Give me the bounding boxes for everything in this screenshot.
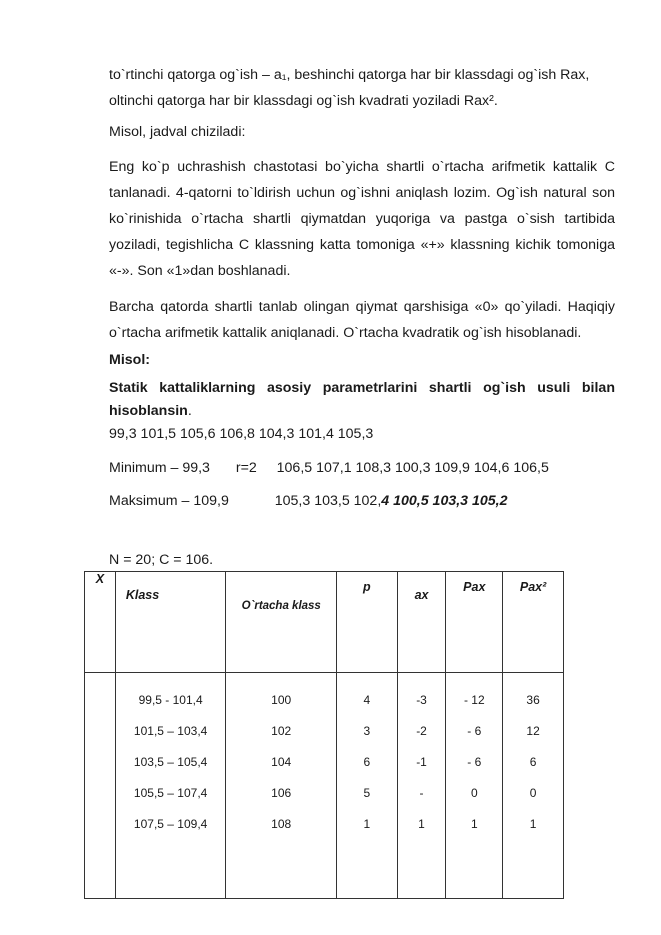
header-x: X (85, 572, 116, 673)
table-cell: 4 (363, 693, 371, 707)
table-cell: - (419, 786, 424, 800)
r-label: r=2 (235, 460, 257, 476)
minimum-line (109, 458, 549, 478)
table-cell: 107,5 – 109,4 (133, 817, 208, 831)
table-cell: 36 (526, 693, 540, 707)
table-cell: - 6 (467, 755, 482, 769)
table-cell: 6 (529, 755, 537, 769)
n-c-line: N = 20; C = 106. (109, 552, 214, 568)
table-cell: 104 (271, 755, 292, 769)
values-line: 99,3 101,5 105,6 106,8 104,3 101,4 105,3 (109, 426, 374, 442)
table-cell: 0 (470, 786, 478, 800)
col-ortacha (226, 673, 337, 899)
task-heading-bold: Statik kattaliklarning asosiy parametrlarini shartli og`ish usuli bilan hisoblansin (109, 380, 615, 419)
minimum-label: Minimum – 99,3 (109, 460, 210, 476)
example-label: Misol: (109, 352, 150, 368)
table-cell: -3 (416, 693, 427, 707)
header-ortacha: O`rtacha klass (226, 572, 337, 673)
paragraph-method: Eng ko`p uchrashish chastotasi bo`yicha shartli o`rtacha arifmetik kattalik C tanlanadi. 4-qatorni to`ldirish uchun og`ishni aniqlash lozim. Og`ish natural son ko`rinishida o`rtacha shartli qiymatdan yuqoriga va pastga o`sish tartibida yoziladi, tegishlicha C klassning katta tomoniga «+» klassning kichik tomoniga «-». Son «1»dan boshlanadi. (109, 159, 615, 279)
header-ax: ax (397, 572, 446, 673)
header-pax: Pax (446, 572, 503, 673)
col-klass (115, 673, 226, 899)
maximum-values-emphasis: 4 100,5 103,3 105,2 (381, 493, 508, 509)
table-cell: -1 (416, 755, 427, 769)
table-cell: 3 (363, 724, 371, 738)
table-cell: 102 (271, 724, 292, 738)
table-cell: 0 (529, 786, 537, 800)
intro-text: to`rtinchi qatorga og`ish – a₁, beshinchi qatorga har bir klassdagi og`ish Rax, oltinchi qatorga har bir klassdagi og`ish kvadrati yoziladi Rax². (109, 67, 590, 109)
maximum-line (109, 491, 508, 511)
col-p (336, 673, 397, 899)
table-cell: 6 (363, 755, 371, 769)
header-klass: Klass (115, 572, 226, 673)
table-cell: 12 (526, 724, 540, 738)
col-pax (446, 673, 503, 899)
header-p: p (336, 572, 397, 673)
table-cell: 1 (470, 817, 478, 831)
table-cell: 101,5 – 103,4 (133, 724, 208, 738)
table-cell: 5 (363, 786, 371, 800)
paragraph-intro (109, 62, 615, 114)
table-cell: - 12 (463, 693, 485, 707)
table-cell: - 6 (467, 724, 482, 738)
table-header-row (85, 572, 564, 673)
table-cell: 99,5 - 101,4 (138, 693, 203, 707)
table-cell: 1 (529, 817, 537, 831)
table-cell: 1 (363, 817, 371, 831)
table-cell: 105,5 – 107,4 (133, 786, 208, 800)
table-cell: 100 (271, 693, 292, 707)
header-pax2: Pax² (503, 572, 564, 673)
table-data-row (85, 673, 564, 899)
table-cell: 103,5 – 105,4 (133, 755, 208, 769)
task-heading (109, 377, 615, 423)
task-heading-end: . (187, 403, 192, 419)
paragraph-zero: Barcha qatorda shartli tanlab olingan qiymat qarshisiga «0» qo`yiladi. Haqiqiy o`rtacha arifmetik kattalik aniqlanadi. O`rtacha kvadratik og`ish hisoblanadi. (109, 299, 615, 341)
table-cell: -2 (416, 724, 427, 738)
col-pax2 (503, 673, 564, 899)
cell-x (85, 673, 116, 899)
paragraph-example-intro: Misol, jadval chiziladi: (109, 124, 246, 140)
maximum-label: Maksimum – 109,9 (109, 493, 229, 509)
minimum-values: 106,5 107,1 108,3 100,3 109,9 104,6 106,5 (276, 460, 549, 476)
maximum-values: 105,3 103,5 102, (274, 493, 382, 509)
table-cell: 108 (271, 817, 292, 831)
col-ax (397, 673, 446, 899)
data-table (84, 571, 564, 899)
table-cell: 106 (271, 786, 292, 800)
table-cell: 1 (418, 817, 425, 831)
